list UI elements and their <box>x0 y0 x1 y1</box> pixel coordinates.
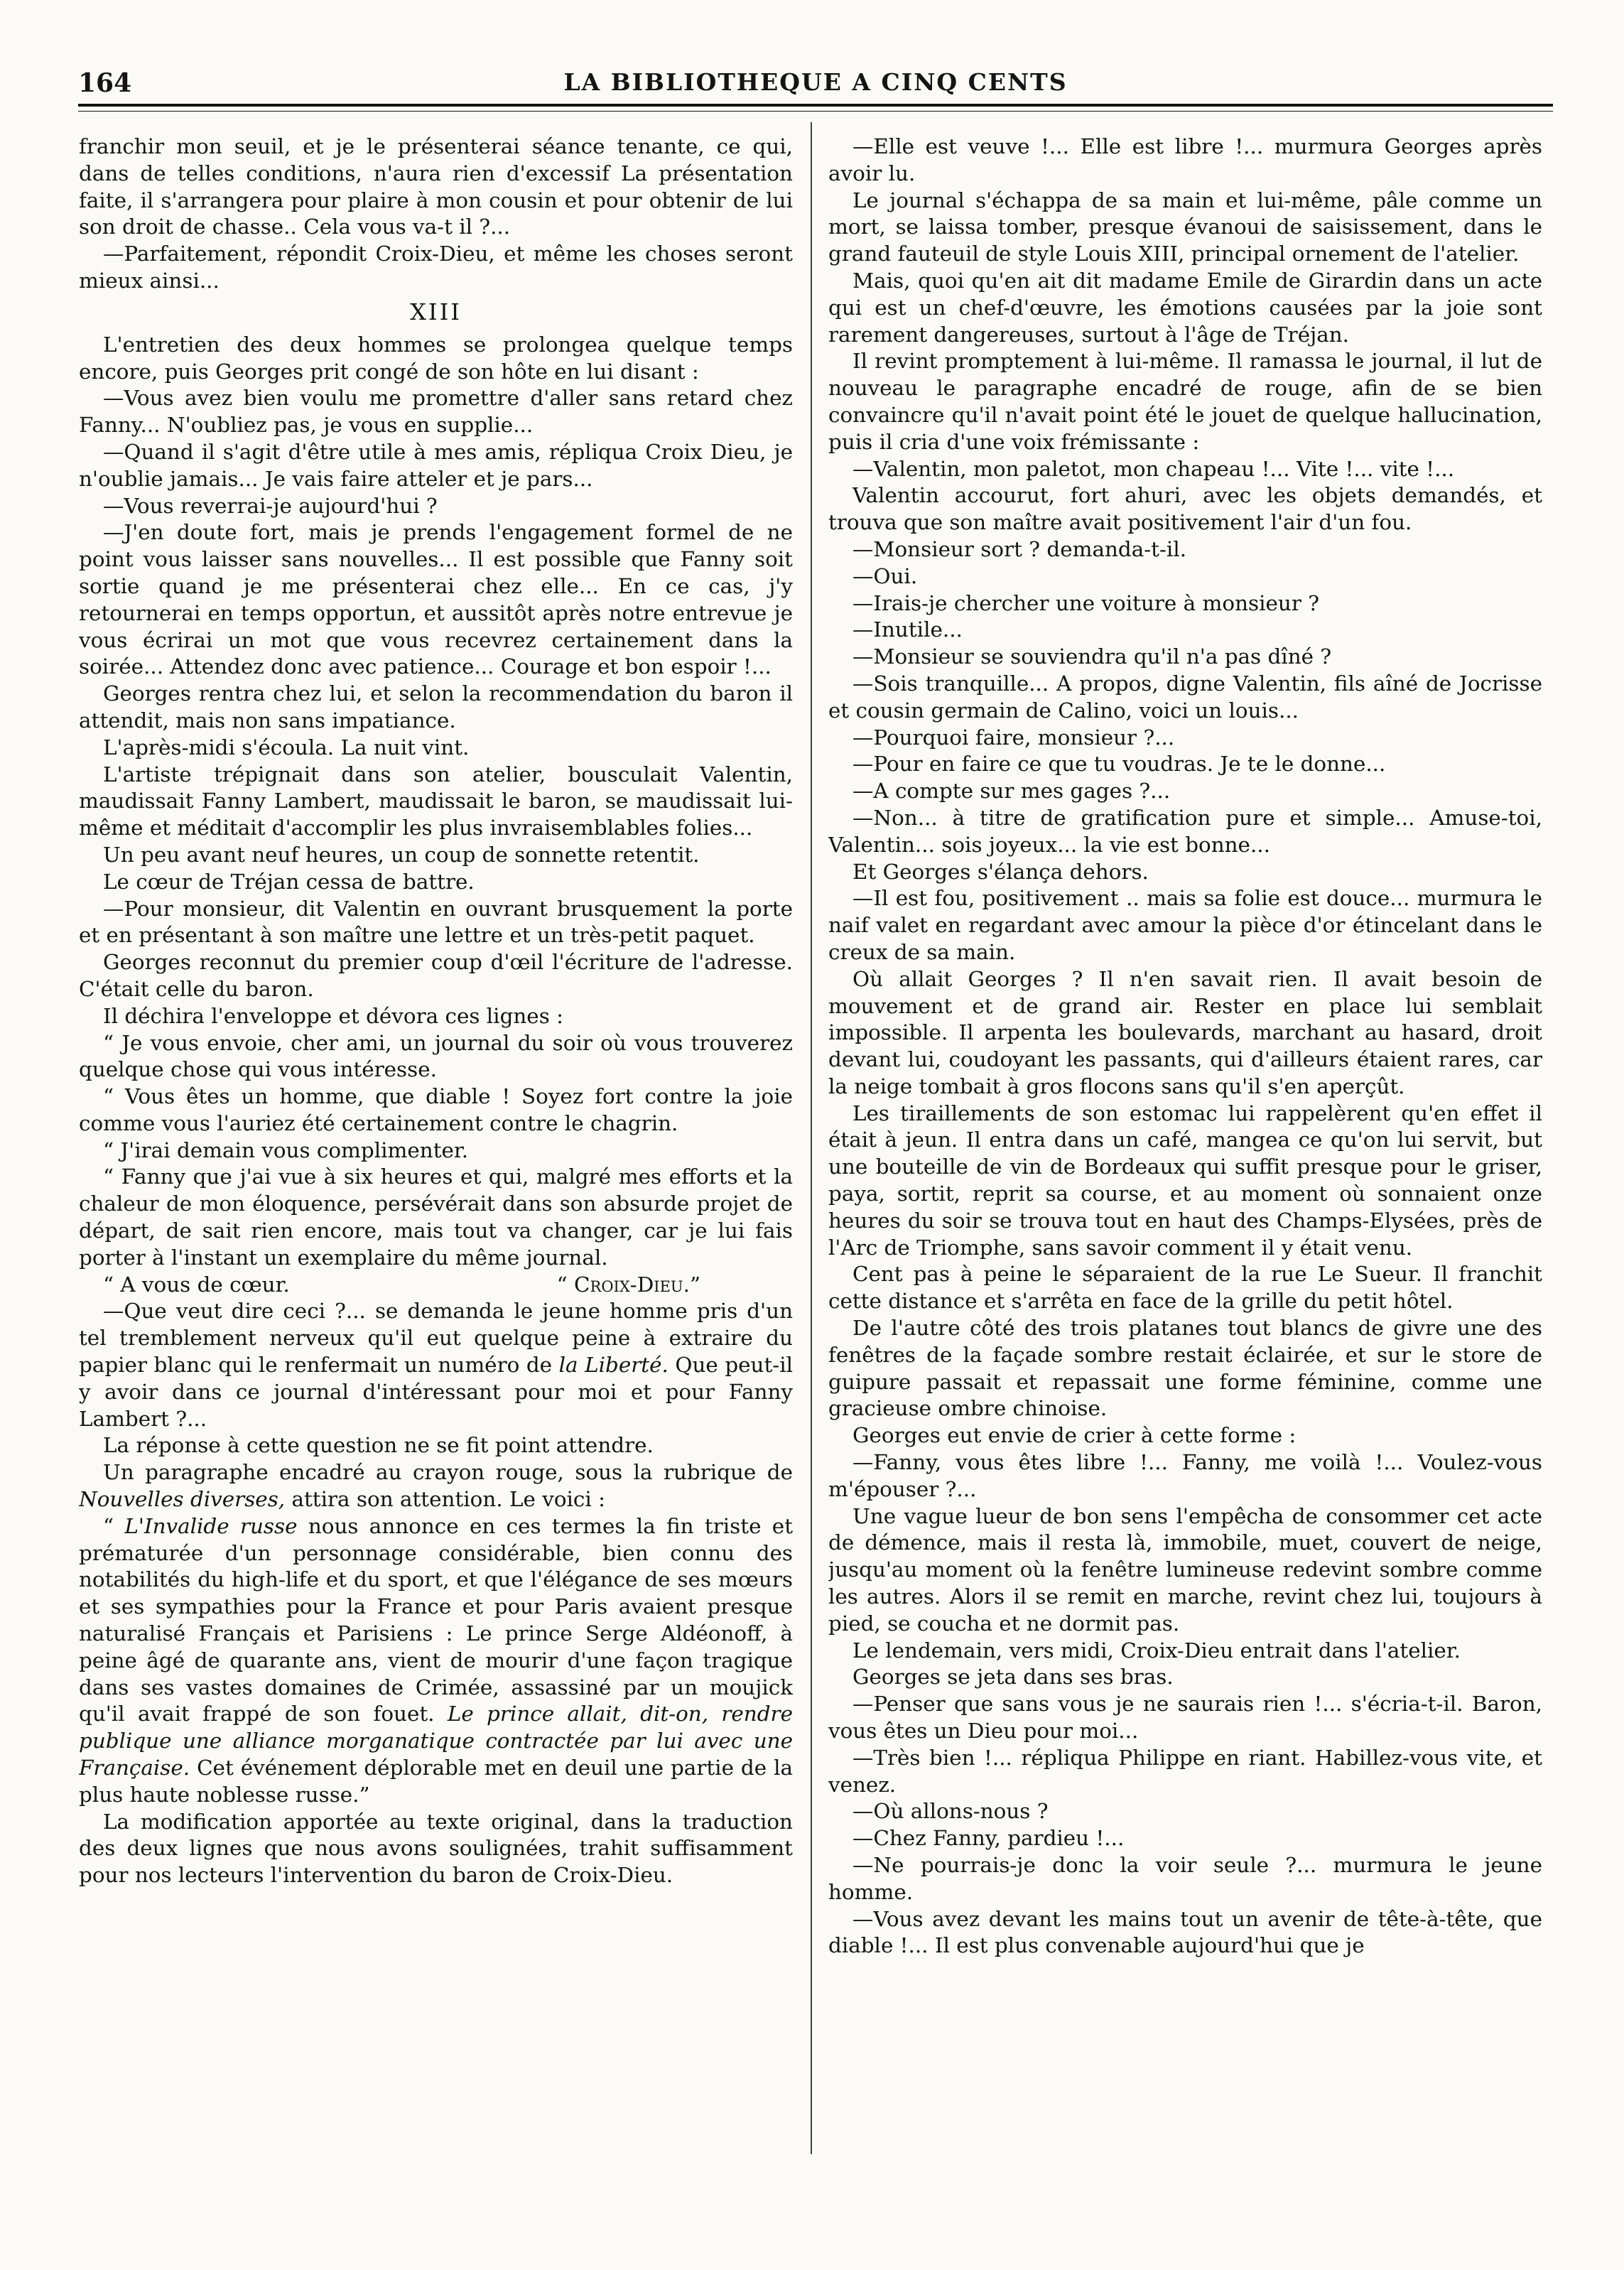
page-header <box>78 68 1553 105</box>
text-run: Cet événement déplorable met en deuil une partie de la plus haute noblesse russe.” <box>79 1756 793 1807</box>
paragraph: La modification apportée au texte original, dans la traduction des deux lignes que nous avons soulignées, trahit suffisamment pour nos lecteurs l'intervention du baron de Croix-Dieu. <box>79 1809 793 1888</box>
paragraph: Où allait Georges ? Il n'en savait rien. Il avait besoin de mouvement et de grand air. Rester en place lui semblait impossible. Il arpenta les boulevards, marchant au hasard, droit devant lui, coudoyant les passants, qui d'ailleurs étaient rares, car la neige tombait à gros flocons sans qu'il s'en aperçût. <box>828 966 1542 1098</box>
letter-paragraph: “ Je vous envoie, cher ami, un journal du soir où vous trouverez quelque chose qui vous intéresse. <box>79 1030 793 1082</box>
paragraph: —Quand il s'agit d'être utile à mes amis, répliqua Croix Dieu, je n'oublie jamais... Je vais faire atteler et je pars... <box>79 439 793 491</box>
paragraph: Les tiraillements de son estomac lui rappelèrent qu'en effet il était à jeun. Il entra dans un café, mangea ce qu'on lui servit, but une bouteille de vin de Bordeaux qui suffit presque pour le griser, paya, sortit, reprit sa course, et au moment où sonnaient onze heures du soir se trouva tout en haut des Champs-Elysées, près de l'Arc de Triomphe, sans savoir comment il y était venu. <box>828 1101 1542 1260</box>
letter-paragraph: “ J'irai demain vous complimenter. <box>103 1137 469 1162</box>
column-divider <box>811 122 812 2154</box>
paragraph: De l'autre côté des trois platanes tout blancs de givre une des fenêtres de la façade sombre restait éclairée, et sur le store de guipure passait et repassait une forme féminine, comme une gracieuse ombre chinoise. <box>828 1316 1542 1421</box>
paragraph: —Ne pourrais-je donc la voir seule ?... murmura le jeune homme. <box>828 1853 1542 1904</box>
paragraph: —Où allons-nous ? <box>852 1799 1049 1824</box>
paragraph: —Oui. <box>852 563 918 588</box>
chapter-heading: XIII <box>410 298 462 325</box>
paragraph: —Penser que sans vous je ne saurais rien !... s'écria-t-il. Baron, vous êtes un Dieu pour moi... <box>828 1692 1542 1744</box>
paragraph: —Très bien !... répliqua Philippe en riant. Habillez-vous vite, et venez. <box>828 1745 1542 1797</box>
paragraph: —Irais-je chercher une voiture à monsieur ? <box>852 590 1319 615</box>
paragraph: L'entretien des deux hommes se prolongea quelque temps encore, puis Georges prit congé de son hôte en lui disant : <box>79 332 793 384</box>
paragraph: Et Georges s'élança dehors. <box>852 859 1149 884</box>
paragraph: —Pourquoi faire, monsieur ?... <box>852 725 1175 750</box>
paragraph: —Vous reverrai-je aujourd'hui ? <box>103 493 438 518</box>
paragraph: —Chez Fanny, pardieu !... <box>852 1826 1125 1851</box>
letter-closing: “ A vous de cœur. <box>103 1272 290 1297</box>
paragraph: Georges eut envie de crier à cette forme : <box>852 1423 1297 1448</box>
header-rule-thin <box>78 111 1553 112</box>
paragraph: —Vous avez devant les mains tout un avenir de tête-à-tête, que diable !... Il est plus convenable aujourd'hui que je <box>828 1906 1542 1958</box>
paragraph: Cent pas à peine le séparaient de la rue Le Sueur. Il franchit cette distance et s'arrêta en face de la grille du petit hôtel. <box>828 1262 1542 1314</box>
left-column <box>79 134 793 2158</box>
paragraph: franchir mon seuil, et je le présenterai séance tenante, ce qui, dans de telles conditions, n'aura rien d'excessif La présentation faite, il s'arrangera pour plaire à mon cousin et pour obtenir de lui son droit de chasse.. Cela vous va-t il ?... <box>79 134 793 239</box>
paragraph: —Inutile... <box>852 617 963 642</box>
paragraph: —Sois tranquille... A propos, digne Valentin, fils aîné de Jocrisse et cousin germain de Calino, voici un louis... <box>828 671 1542 723</box>
text-run: nous annonce en ces termes la fin triste et prématurée d'un personnage considérable, bien connu des notabilités du high-life et du sport, et que l'élégance de ses mœurs et ses sympathies pour la France et pour Paris avaient presque naturalisé Français et Parisiens : Le prince Serge Aldéonoff, à peine âgé de quarante ans, vient de mourir d'une façon tragique dans ses vastes domaines de Crimée, assassiné par un moujick qu'il avait frappé de son fouet. <box>79 1513 793 1726</box>
paragraph: Il déchira l'enveloppe et dévora ces lignes : <box>103 1003 564 1028</box>
letter-signature: “ Croix-Dieu.” <box>556 1272 700 1297</box>
letter-signature-line <box>79 1272 793 1299</box>
paragraph: Il revint promptement à lui-même. Il ramassa le journal, il lut de nouveau le paragraphe encadré de rouge, afin de se bien convaincre qu'il n'avait point été le jouet de quelque hallucination, puis il cria d'une voix frémissante : <box>828 349 1542 454</box>
italic-run: L'Invalide russe <box>124 1513 298 1538</box>
paragraph: —A compte sur mes gages ?... <box>852 779 1171 804</box>
letter-paragraph: “ Vous êtes un homme, que diable ! Soyez fort contre la joie comme vous l'auriez été certainement contre le chagrin. <box>79 1084 793 1135</box>
paragraph: —Monsieur se souviendra qu'il n'a pas dîné ? <box>852 644 1332 669</box>
paragraph: —Elle est veuve !... Elle est libre !... murmura Georges après avoir lu. <box>828 134 1542 185</box>
paragraph: —Fanny, vous êtes libre !... Fanny, me voilà !... Voulez-vous m'épouser ?... <box>828 1450 1542 1501</box>
paragraph: Une vague lueur de bon sens l'empêcha de consommer cet acte de démence, mais il resta là, immobile, muet, couvert de neige, jusqu'au moment où la fenêtre lumineuse redevint sombre comme les autres. Alors il se remit en marche, revint chez lui, toujours à pied, se coucha et ne dormit pas. <box>828 1503 1542 1636</box>
paragraph: Le journal s'échappa de sa main et lui-même, pâle comme un mort, se laissa tomber, presque évanoui de saisissement, dans le grand fauteuil de style Louis XIII, principal ornement de l'atelier. <box>828 188 1542 266</box>
paragraph: —Parfaitement, répondit Croix-Dieu, et même les choses seront mieux ainsi... <box>79 242 793 293</box>
page-number: 164 <box>78 68 132 98</box>
text-run: —Que veut dire ceci ?... se demanda le jeune homme pris d'un tel tremblement nerveux qu'il eut quelque peine à extraire du papier blanc qui le renfermait un numéro de <box>79 1299 793 1378</box>
paragraph <box>79 1459 793 1513</box>
paragraph: Le cœur de Tréjan cessa de battre. <box>103 869 475 894</box>
right-column <box>828 134 1542 2158</box>
paragraph: Mais, quoi qu'en ait dit madame Emile de Girardin dans un acte qui est un chef-d'œuvre, les émotions causées par la joie sont rarement dangereuses, surtout à l'âge de Tréjan. <box>828 268 1542 347</box>
paragraph <box>79 1298 793 1432</box>
paragraph: La réponse à cette question ne se fit point attendre. <box>103 1433 654 1458</box>
paragraph: —Il est fou, positivement .. mais sa folie est douce... murmura le naif valet en regardant avec amour la pièce d'or étincelant dans le creux de sa main. <box>828 886 1542 964</box>
paragraph: —Pour monsieur, dit Valentin en ouvrant brusquement la porte et en présentant à son maître une lettre et un très-petit paquet. <box>79 896 793 948</box>
paragraph: —Monsieur sort ? demanda-t-il. <box>852 536 1187 561</box>
paragraph: —Vous avez bien voulu me promettre d'aller sans retard chez Fanny... N'oubliez pas, je vous en supplie... <box>79 386 793 438</box>
italic-run: la Liberté. <box>558 1353 668 1378</box>
paragraph: Georges rentra chez lui, et selon la recommendation du baron il attendit, mais non sans impatiance. <box>79 681 793 733</box>
paragraph: L'après-midi s'écoula. La nuit vint. <box>103 735 470 760</box>
text-run: “ <box>103 1513 114 1538</box>
paragraph: —Non... à titre de gratification pure et simple... Amuse-toi, Valentin... sois joyeux... la vie est bonne... <box>828 805 1542 857</box>
paragraph: —J'en doute fort, mais je prends l'engagement formel de ne point vous laisser sans nouvelles... Il est possible que Fanny soit sortie quand je me présenterai chez elle... En ce cas, j'y retournerai en temps opportun, et aussitôt après notre entrevue je vous écrirai un mot que vous recevrez certainement dans la soirée... Attendez donc avec patience... Courage et bon espoir !... <box>79 520 793 679</box>
text-run: Que peut-il y avoir dans ce journal d'intéressant pour moi et pour Fanny Lambert ?... <box>79 1353 793 1431</box>
text-run: attira son attention. Le voici : <box>291 1487 606 1512</box>
paragraph: Valentin accourut, fort ahuri, avec les objets demandés, et trouva que son maître avait positivement l'air d'un fou. <box>828 483 1542 535</box>
text-run: Un paragraphe encadré au crayon rouge, sous la rubrique de <box>103 1460 793 1485</box>
paragraph: Le lendemain, vers midi, Croix-Dieu entrait dans l'atelier. <box>852 1638 1461 1663</box>
running-title: LA BIBLIOTHEQUE A CINQ CENTS <box>563 68 1068 96</box>
paragraph: L'artiste trépignait dans son atelier, bousculait Valentin, maudissait Fanny Lambert, maudissait le baron, se maudissait lui-même et méditait d'accomplir les plus invraisemblables folies... <box>79 762 793 841</box>
quoted-article <box>79 1513 793 1809</box>
paragraph: —Pour en faire ce que tu voudras. Je te le donne... <box>852 752 1386 777</box>
italic-run: Le prince allait, dit-on, rendre publique une alliance morganatique contractée par lui avec une Française. <box>79 1702 793 1780</box>
paragraph: Georges reconnut du premier coup d'œil l'écriture de l'adresse. C'était celle du baron. <box>79 950 793 1001</box>
letter-paragraph: “ Fanny que j'ai vue à six heures et qui, malgré mes efforts et la chaleur de mon éloquence, persévérait dans son absurde projet de départ, de sait rien encore, mais tout va changer, car je lui fais porter à l'instant un exemplaire du même journal. <box>79 1164 793 1270</box>
italic-run: Nouvelles diverses, <box>79 1487 286 1512</box>
paragraph: —Valentin, mon paletot, mon chapeau !... Vite !... vite !... <box>852 456 1455 481</box>
paragraph: Un peu avant neuf heures, un coup de sonnette retentit. <box>103 842 700 867</box>
paragraph: Georges se jeta dans ses bras. <box>852 1665 1174 1690</box>
header-rule-thick <box>78 104 1553 107</box>
